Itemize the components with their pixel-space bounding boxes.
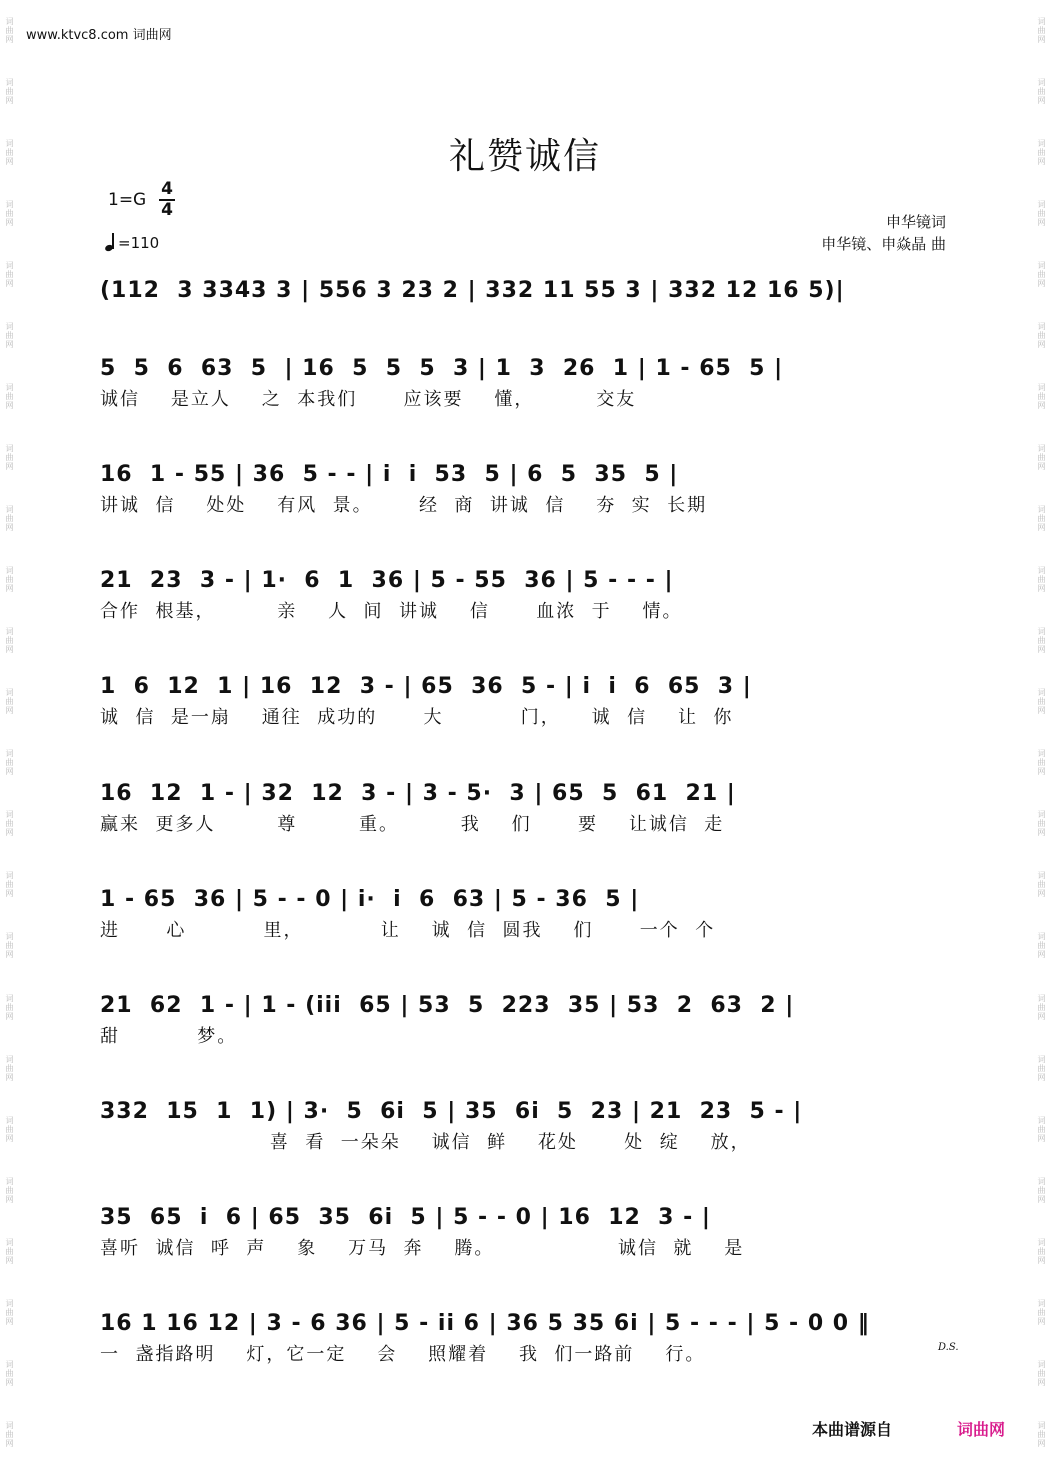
composer: 申华镜、申焱晶 曲 [821, 235, 946, 253]
score-system-5 [100, 667, 952, 728]
dal-segno-marking: D.S. [938, 1342, 959, 1353]
notation-line: 21 62 1 - | 1 - (iii 65 | 53 5 223 35 | 53 2 63 2 | [100, 993, 795, 1018]
time-signature-top: 4 [161, 179, 173, 199]
score-system-9 [100, 1092, 952, 1153]
lyrics-line: 喜 看 一朵朵 诚信 鲜 花处 处 绽 放， [100, 1132, 751, 1153]
lyrics-line: 甜 梦。 [100, 1026, 238, 1047]
lyrics-line: 合作 根基， 亲 人 间 讲诚 信 血浓 于 情。 [100, 601, 683, 622]
lyrics-line: 进 心 里， 让 诚 信 圆我 们 一个 个 [100, 920, 716, 941]
notation-line: 332 15 1 1) | 3· 5 6i 5 | 35 6i 5 23 | 21 23 5 - | [100, 1099, 803, 1124]
notation-line: (112 3 3343 3 | 556 3 23 2 | 332 11 55 3 | 332 12 16 5)| [100, 278, 845, 303]
score-system-7 [100, 880, 952, 941]
footer-source-label: 本曲谱源自 [812, 1420, 893, 1439]
time-signature [157, 180, 177, 220]
lyricist: 申华镜词 [885, 213, 946, 231]
score-system-10 [100, 1198, 952, 1259]
lyrics-line: 诚 信 是一扇 通往 成功的 大 门， 诚 信 让 你 [100, 707, 734, 728]
lyrics-line: 赢来 更多人 尊 重。 我 们 要 让诚信 走 [100, 814, 725, 835]
notation-line: 35 65 i 6 | 65 35 6i 5 | 5 - - 0 | 16 12 3 - | [100, 1205, 711, 1230]
key-signature: 1=G [108, 190, 147, 210]
lyrics-line: 喜听 诚信 呼 声 象 万马 奔 腾。 诚信 就 是 [100, 1238, 745, 1259]
left-watermark-strip: 词曲网 词曲网 词曲网 词曲网 词曲网 词曲网 词曲网 词曲网 词曲网 词曲网 词曲网 词曲网 词曲网 词曲网 词曲网 词曲网 词曲网 词曲网 词曲网 词曲网 词曲网 词曲网 词曲网 词曲网 [5, 17, 14, 1448]
song-title: 礼赞诚信 [448, 136, 601, 177]
notation-line: 16 12 1 - | 32 12 3 - | 3 - 5· 3 | 65 5 61 21 | [100, 781, 736, 806]
tempo-value: =110 [118, 234, 160, 252]
score-system-6 [100, 774, 952, 835]
footer-brand-link[interactable]: 词曲网 [957, 1420, 1006, 1439]
right-watermark-strip: 词曲网 词曲网 词曲网 词曲网 词曲网 词曲网 词曲网 词曲网 词曲网 词曲网 词曲网 词曲网 词曲网 词曲网 词曲网 词曲网 词曲网 词曲网 词曲网 词曲网 词曲网 词曲网 词曲网 词曲网 [1037, 17, 1046, 1448]
notation-line: 16 1 - 55 | 36 5 - - | i i 53 5 | 6 5 35 5 | [100, 462, 679, 487]
credits [821, 211, 946, 255]
lyrics-line: 诚信 是立人 之 本我们 应该要 懂， 交友 [100, 389, 637, 410]
notation-line: 1 6 12 1 | 16 12 3 - | 65 36 5 - | i i 6 65 3 | [100, 674, 752, 699]
tempo-marking [104, 232, 159, 252]
lyrics-line: 一 盏指路明 灯，它一定 会 照耀着 我 们一路前 行。 [100, 1344, 706, 1365]
notation-line: 21 23 3 - | 1· 6 1 36 | 5 - 55 36 | 5 - - - | [100, 568, 674, 593]
score-system-8 [100, 986, 952, 1047]
score-system-4 [100, 561, 952, 622]
score-system-2 [100, 349, 952, 410]
notation-line: 16 1 16 12 | 3 - 6 36 | 5 - ii 6 | 36 5 35 6i | 5 - - - | 5 - 0 0 ‖ [100, 1311, 870, 1336]
site-url: www.ktvc8.com 词曲网 [26, 28, 172, 43]
score-system-3 [100, 455, 952, 516]
time-signature-bottom: 4 [161, 200, 173, 220]
score-system-1 [100, 271, 952, 311]
notation-line: 5 5 6 63 5 | 16 5 5 5 3 | 1 3 26 1 | 1 - 65 5 | [100, 356, 784, 381]
lyrics-line: 讲诚 信 处处 有风 景。 经 商 讲诚 信 夯 实 长期 [100, 495, 708, 516]
quarter-note-icon [104, 232, 118, 252]
notation-line: 1 - 65 36 | 5 - - 0 | i· i 6 63 | 5 - 36 5 | [100, 887, 640, 912]
